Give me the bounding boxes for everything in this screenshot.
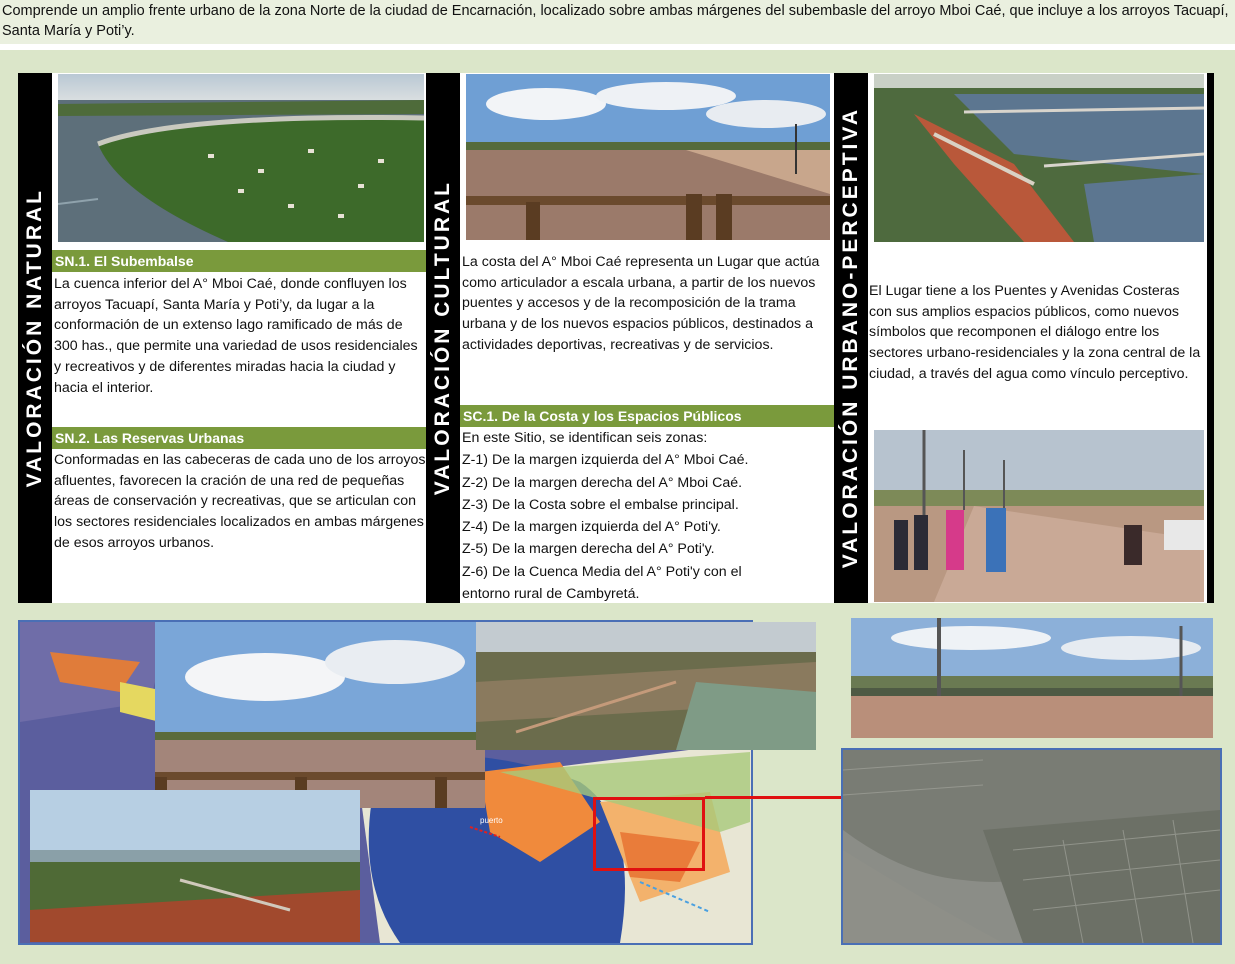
zones-list [462, 427, 834, 605]
paragraph-cultural-intro: La costa del A° Mboi Caé representa un Lugar que actúa como articulador a escala urbana, a partir de los nuevos puentes y accesos y de la recomposición de la trama urbana y de los nuevos espacios públicos, destinados a actividades deportivas, recreativas y de servicios. [462, 254, 820, 353]
right-border [1207, 73, 1214, 603]
photo-subembalse-aerial [58, 74, 424, 242]
vertical-title-perceptiva: VALORACIÓN URBANO-PERCEPTIVA [834, 73, 868, 603]
photo-collage-aerial-city [476, 622, 816, 750]
vertical-title-natural: VALORACIÓN NATURAL [18, 73, 52, 603]
map-label-puerto: puerto [480, 816, 503, 825]
satellite-detail-frame [841, 748, 1222, 945]
photo-coastal-avenue [851, 618, 1213, 738]
section-header-sn2: SN.2. Las Reservas Urbanas [52, 427, 426, 449]
photo-promenade-people [874, 430, 1204, 602]
paragraph-sn2: Conformadas en las cabeceras de cada uno de los arroyos afluentes, favorecen la cración de una red de pequeñas áreas de conservación y recreativas, que se articulan con los sectores residenciales localizados en ambas márgenes de esos arroyos urbanos. [54, 452, 426, 551]
photo-costa-railing [466, 74, 830, 240]
photo-collage-sky-water [155, 622, 485, 808]
paragraph-sn1: La cuenca inferior del A° Mboi Caé, donde confluyen los arroyos Tacuapí, Santa María y Poti’y, da lugar a la conformación de un extenso lago ramificado de más de 300 has., que permite una variedad de usos residenciales y recreativos y de diferentes miradas hacia la ciudad y hacia el interior. [54, 276, 418, 396]
zone-item-continued: entorno rural de Cambyretá. [462, 586, 640, 603]
zone-item: Z-2) De la margen derecha del A° Mboi Caé. [462, 474, 743, 491]
section-header-sc1: SC.1. De la Costa y los Espacios Públicos [460, 405, 834, 427]
section-header-sn1: SN.1. El Subembalse [52, 250, 426, 272]
zone-item: Z-4) De la margen izquierda del A° Poti'y. [462, 519, 721, 536]
zone-item: Z-5) De la margen derecha del A° Poti'y. [462, 541, 715, 558]
zone-item: Z-3) De la Costa sobre el embalse principal. [462, 496, 739, 513]
zone-item: Z-1) De la margen izquierda del A° Mboi Caé. [462, 452, 749, 469]
intro-text: Comprende un amplio frente urbano de la zona Norte de la ciudad de Encarnación, localizado sobre ambas márgenes del subembasle del arroyo Mboi Caé, que incluye a los arroyos Tacuapí, Santa María y Poti’y. [0, 0, 1235, 44]
photo-bridges-aerial [874, 74, 1204, 242]
map-highlight-box [593, 797, 705, 871]
zones-intro: En este Sitio, se identifican seis zonas: [462, 430, 708, 446]
zone-item: Z-6) De la Cuenca Media del A° Poti'y con el [462, 563, 742, 580]
vertical-title-cultural: VALORACIÓN CULTURAL [426, 73, 460, 603]
paragraph-perceptiva: El Lugar tiene a los Puentes y Avenidas Costeras con sus amplios espacios públicos, como nuevos símbolos que recomponen el diálogo entre los sectores urbano-residenciales y la zona central de la ciudad, a través del agua como vínculo perceptivo. [869, 283, 1201, 382]
photo-collage-riverbank [30, 790, 360, 942]
